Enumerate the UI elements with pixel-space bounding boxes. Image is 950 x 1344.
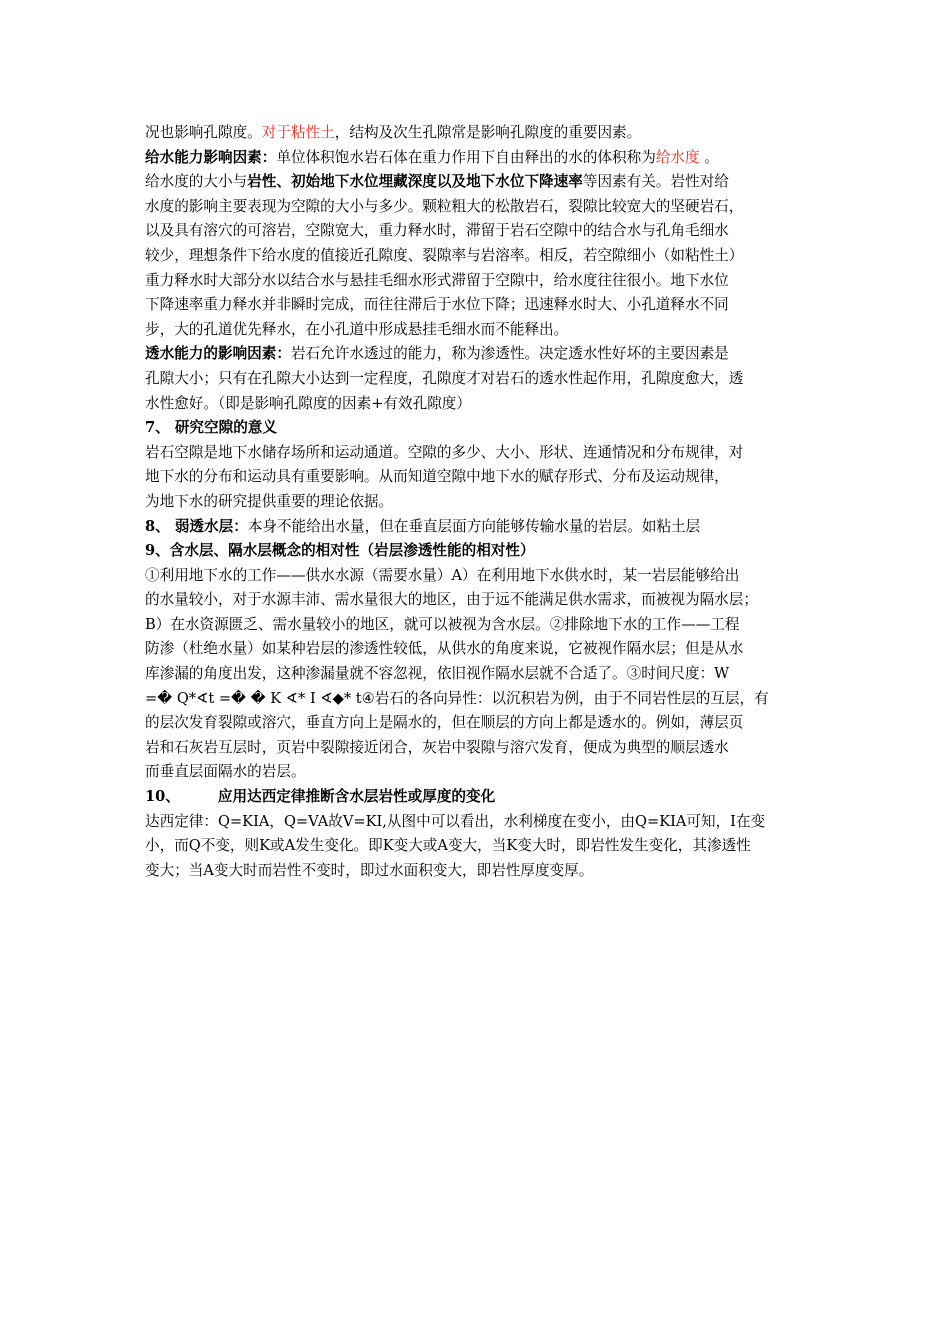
text-run: 等因素有关。岩性对给	[582, 173, 729, 191]
highlighted-term: 对于粘性土	[261, 124, 335, 141]
paragraph-line: 达西定律：Q=KIA，Q=VA故V=KI,从图中可以看出，水利梯度在变小，由Q=KIA可知，I在变	[145, 812, 766, 830]
text-run: 况也影响孔隙度。	[145, 124, 262, 141]
paragraph-line: 岩石空隙是地下水储存场所和运动通道。空隙的多少、大小、形状、连通情况和分布规律，对	[145, 443, 744, 461]
paragraph-line: 变大；当A变大时而岩性不变时，即过水面积变大，即岩性厚度变厚。	[145, 861, 594, 879]
paragraph-line	[145, 170, 813, 195]
paragraph-line: 重力释水时大部分水以结合水与悬挂毛细水形式滞留于空隙中，给水度往往很小。地下水位	[145, 271, 729, 289]
paragraph-line: 的水量较小，对于水源丰沛、需水量很大的地区，由于远不能满足供水需求，而被视为隔水层；	[145, 591, 758, 609]
paragraph-line: 库渗漏的角度出发，这种渗漏量就不容忽视，依旧视作隔水层就不合适了。③时间尺度：W	[145, 665, 730, 683]
paragraph-line	[145, 342, 813, 367]
paragraph-line: 岩和石灰岩互层时，页岩中裂隙接近闭合，灰岩中裂隙与溶穴发育，便成为典型的顺层透水	[145, 738, 729, 756]
section-heading: 透水能力的影响因素：	[145, 345, 291, 363]
paragraph-line: 步，大的孔道优先释水，在小孔道中形成悬挂毛细水而不能释出。	[145, 320, 569, 338]
paragraph-line: 水度的影响主要表现为空隙的大小与多少。颗粒粗大的松散岩石，裂隙比较宽大的坚硬岩石，	[145, 197, 744, 215]
text-run: 岩石允许水透过的能力，称为渗透性。决定透水性好坏的主要因素是	[290, 345, 729, 363]
section-heading: 9、含水层、隔水层概念的相对性（岩层渗透性能的相对性）	[145, 542, 535, 560]
text-run: 。	[699, 148, 719, 166]
text-run: 本身不能给出水量，但在垂直层面方向能够传输水量的岩层。如粘土层	[247, 517, 701, 535]
section-title: 应用达西定律推断含水层岩性或厚度的变化	[217, 788, 496, 806]
paragraph-line: =� Q*∢t =� � K ∢* I ∢◆* t④岩石的各向异性：以沉积岩为例，由于不同岩性层的互层，有	[145, 689, 769, 707]
paragraph-line	[145, 121, 813, 146]
paragraph-line: 下降速率重力释水并非瞬时完成，而往往滞后于水位下降；迅速释水时大、小孔道释水不同	[145, 296, 729, 314]
section-heading	[145, 785, 813, 810]
bold-term: 岩性、初始地下水位埋藏深度以及地下水位下降速率	[247, 173, 583, 191]
paragraph-line: 为地下水的研究提供重要的理论依据。	[145, 492, 394, 510]
paragraph-line: 地下水的分布和运动具有重要影响。从而知道空隙中地下水的赋存形式、分布及运动规律，	[145, 468, 729, 486]
paragraph-line: ①利用地下水的工作——供水水源（需要水量）A）在利用地下水供水时，某一岩层能够给出	[145, 566, 740, 584]
paragraph-line	[145, 146, 813, 171]
paragraph-line	[145, 515, 813, 540]
paragraph-line: B）在水资源匮乏、需水量较小的地区，就可以被视为含水层。②排除地下水的工作——工程	[145, 615, 740, 633]
paragraph-line: 水性愈好。（即是影响孔隙度的因素+有效孔隙度）	[145, 394, 471, 412]
paragraph-line: 孔隙大小；只有在孔隙大小达到一定程度，孔隙度才对岩石的透水性起作用，孔隙度愈大，透	[145, 369, 744, 387]
text-run: ，结构及次生孔隙常是影响孔隙度的重要因素。	[334, 124, 642, 141]
paragraph-line: 以及具有溶穴的可溶岩，空隙宽大，重力释水时，滞留于岩石空隙中的结合水与孔角毛细水	[145, 222, 729, 240]
paragraph-line: 小，而Q不变，则K或A发生变化。即K变大或A变大，当K变大时，即岩性发生变化，其渗透性	[145, 837, 751, 855]
document-page	[145, 121, 813, 883]
paragraph-line: 防渗（杜绝水量）如某种岩层的渗透性较低，从供水的角度来说，它被视作隔水层；但是从水	[145, 640, 744, 658]
paragraph-line: 的层次发育裂隙或溶穴，垂直方向上是隔水的，但在顺层的方向上都是透水的。例如，薄层页	[145, 714, 744, 732]
highlighted-term: 给水度	[655, 148, 700, 166]
paragraph-line: 而垂直层面隔水的岩层。	[145, 763, 306, 781]
paragraph-line: 较少，理想条件下给水度的值接近孔隙度、裂隙率与岩溶率。相反，若空隙细小（如粘性土）	[145, 246, 744, 264]
section-number: 10、	[145, 788, 180, 806]
text-run: 单位体积饱水岩石体在重力作用下自由释出的水的体积称为	[276, 148, 656, 166]
section-heading: 7、 研究空隙的意义	[145, 419, 277, 437]
section-heading: 给水能力影响因素：	[145, 148, 277, 166]
text-run: 给水度的大小与	[145, 173, 248, 191]
section-heading: 8、 弱透水层：	[145, 517, 248, 535]
